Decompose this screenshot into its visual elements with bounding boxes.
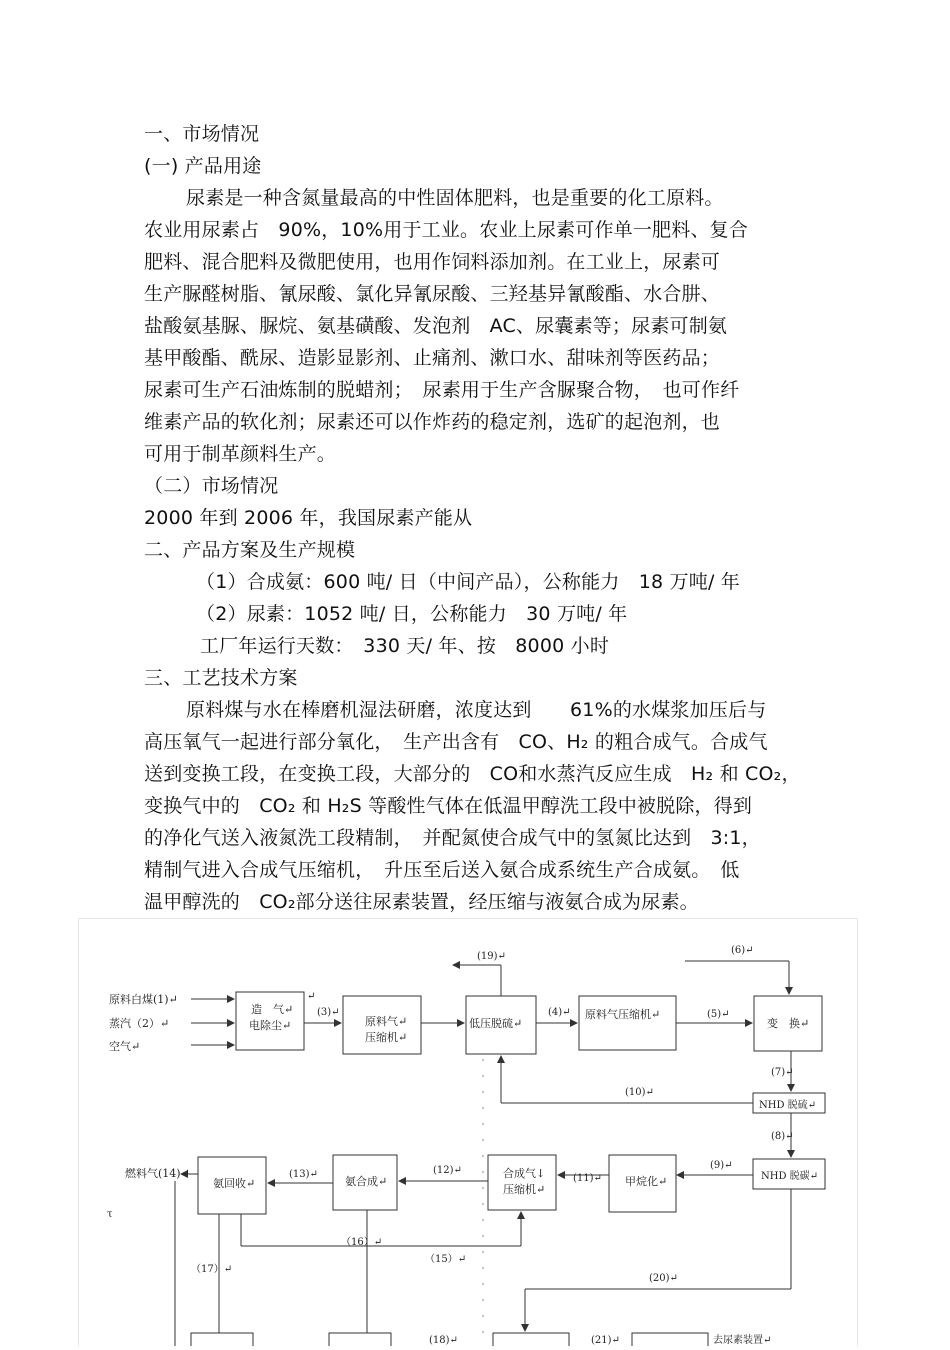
methanation-label: 甲烷化↵ (625, 1175, 668, 1188)
nh3-recovery-label: 氨回收↵ (213, 1177, 256, 1190)
stream-18-label: (18)↵ (429, 1335, 458, 1346)
paragraph-line: 生产脲醛树脂、氰尿酸、氯化异氰尿酸、三羟基异氰酸酯、水合肼、 (144, 283, 721, 305)
input-steam-label: 蒸汽（2）↵ (109, 1017, 170, 1030)
process-flow-diagram (78, 918, 858, 1346)
section-heading-2: 二、产品方案及生产规模 (144, 539, 356, 561)
scale-item-ammonia: （1）合成氨：600 吨/ 日（中间产品），公称能力 18 万吨/ 年 (196, 571, 740, 593)
stream-7-label: (7)↵ (771, 1067, 794, 1078)
stream-16-label: （16）↵ (341, 1237, 383, 1248)
fuel-gas-label: 燃料气(14)↵ (125, 1167, 190, 1180)
paragraph-line: 温甲醇洗的 CO₂部分送往尿素装置，经压缩与液氨合成为尿素。 (144, 891, 699, 913)
lp-desulf-label: 低压脱硫↵ (469, 1017, 523, 1030)
paragraph-line: 高压氧气一起进行部分氧化， 生产出含有 CO、H₂ 的粗合成气。合成气 (144, 731, 768, 753)
section-heading-3: 三、工艺技术方案 (144, 667, 298, 689)
paragraph-line: 肥料、混合肥料及微肥使用，也用作饲料添加剂。在工业上，尿素可 (144, 251, 721, 273)
box-bottom-4 (632, 1333, 708, 1346)
stream-12-label: (12)↵ (433, 1165, 462, 1176)
paragraph-line: 基甲酸酯、酰尿、造影显影剂、止痛剂、漱口水、甜味剂等医药品； (144, 347, 721, 369)
box-raw-gas-compressor-2 (579, 996, 676, 1050)
gasifier-label-2: 电除尘↵ (249, 1019, 292, 1032)
stream-4-label: (4)↵ (548, 1007, 571, 1018)
nhd2-label: NHD 脱碳↵ (761, 1171, 819, 1182)
stream-10-label: (10)↵ (625, 1087, 654, 1098)
paragraph-line: 盐酸氨基脲、脲烷、氨基磺酸、发泡剂 AC、尿囊素等；尿素可制氨 (144, 315, 728, 337)
stream-11-label: (11)↵ (573, 1173, 602, 1184)
paragraph-line: 维素产品的软化剂；尿素还可以作炸药的稳定剂，选矿的起泡剂，也 (144, 411, 721, 433)
box-bottom-2 (329, 1333, 391, 1346)
section-heading-1: 一、市场情况 (144, 123, 260, 145)
shift-label: 变 换↵ (767, 1017, 810, 1030)
syn-comp-label-2: 压缩机↵ (503, 1183, 546, 1196)
paragraph-line: 尿素可生产石油炼制的脱蜡剂； 尿素用于生产含脲聚合物， 也可作纤 (144, 379, 740, 401)
paragraph-line: 精制气进入合成气压缩机， 升压至后送入氨合成系统生产合成氨。 低 (144, 859, 740, 881)
stream-6-label: (6)↵ (731, 945, 754, 956)
gasifier-label-1: 造 气↵ (251, 1003, 294, 1016)
process-flow-svg (79, 919, 857, 1346)
stream-21-label: (21)↵ (591, 1335, 620, 1346)
input-coal-label: 原料白煤(1)↵ (109, 993, 178, 1006)
scale-item-operating-days: 工厂年运行天数： 330 天/ 年、按 8000 小时 (200, 635, 610, 657)
paragraph-line: 的净化气送入液氮洗工段精制， 并配氮使合成气中的氢氮比达到 3:1， (144, 827, 761, 849)
return-mark: ↵ (307, 991, 316, 1002)
stream-20-label: (20)↵ (649, 1273, 678, 1284)
to-urea-label: 去尿素装置↵ (713, 1335, 772, 1346)
raw-comp1-label-1: 原料气↵ (365, 1015, 408, 1028)
stream-8-label: (8)↵ (771, 1131, 794, 1142)
subsection-heading-market: （二）市场情况 (144, 475, 279, 497)
nhd1-label: NHD 脱硫↵ (759, 1100, 817, 1111)
ammonia-syn-label: 氨合成↵ (345, 1175, 388, 1188)
box-bottom-3 (493, 1333, 569, 1346)
paragraph-line: 可用于制革颜料生产。 (144, 443, 337, 465)
box-bottom-1 (191, 1333, 253, 1346)
paragraph-line: 农业用尿素占 90%，10%用于工业。农业上尿素可作单一肥料、复合 (144, 219, 749, 241)
tau-mark: τ (107, 1209, 113, 1220)
syn-comp-label-1: 合成气↓ (503, 1167, 546, 1180)
stream-17-label: （17）↵ (191, 1264, 233, 1275)
stream-3-label: (3)↵ (317, 1007, 340, 1018)
stream-15-label: （15）↵ (425, 1254, 467, 1265)
paragraph-line: 尿素是一种含氮量最高的中性固体肥料，也是重要的化工原料。 (186, 187, 724, 209)
stream-9-label: (9)↵ (710, 1160, 733, 1171)
input-air-label: 空气↵ (109, 1040, 141, 1053)
stream-13-label: (13)↵ (289, 1169, 318, 1180)
paragraph-line: 送到变换工段，在变换工段，大部分的 CO和水蒸汽反应生成 H₂ 和 CO₂， (144, 763, 801, 785)
scale-item-urea: （2）尿素：1052 吨/ 日，公称能力 30 万吨/ 年 (196, 603, 628, 625)
raw-comp2-label: 原料气压缩机↵ (585, 1008, 661, 1021)
stream-5-label: (5)↵ (707, 1009, 730, 1020)
paragraph-line: 原料煤与水在棒磨机湿法研磨，浓度达到 61%的水煤浆加压后与 (186, 699, 767, 721)
paragraph-line: 变换气中的 CO₂ 和 H₂S 等酸性气体在低温甲醇洗工段中被脱除，得到 (144, 795, 753, 817)
raw-comp1-label-2: 压缩机↵ (365, 1031, 408, 1044)
subsection-heading-product-use: (一) 产品用途 (144, 155, 262, 177)
stream-19-label: (19)↵ (477, 951, 506, 962)
paragraph-line: 2000 年到 2006 年，我国尿素产能从 (144, 507, 473, 529)
